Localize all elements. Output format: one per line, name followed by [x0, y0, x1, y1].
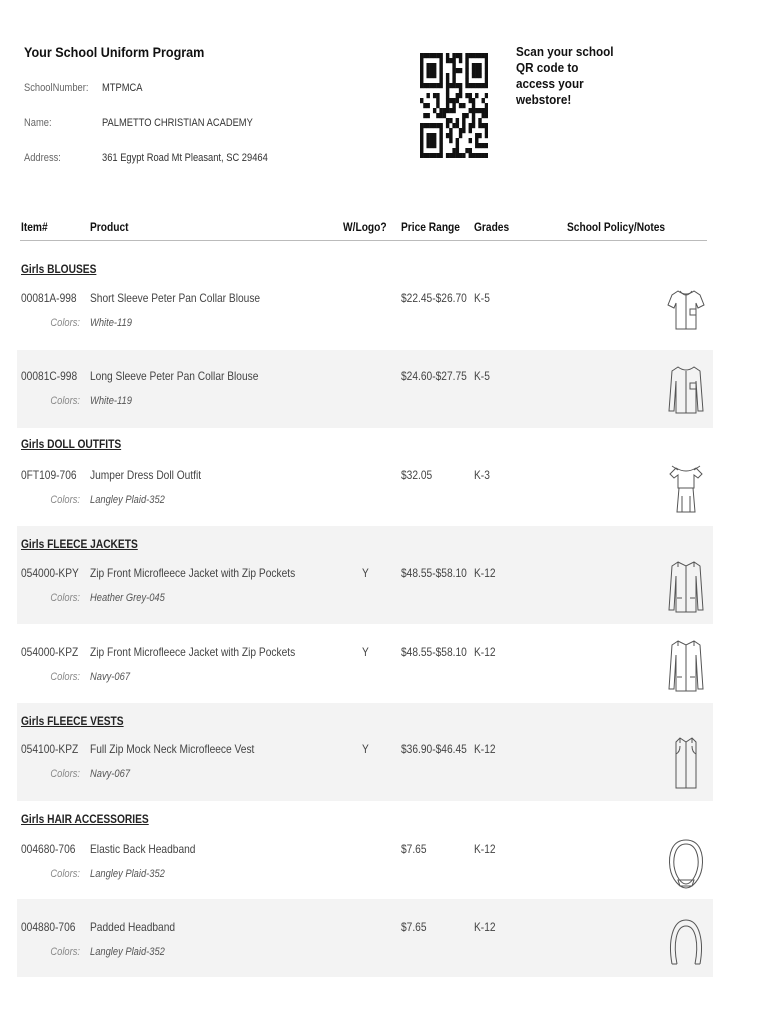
colors-value: Langley Plaid-352 [90, 868, 165, 880]
long-sleeve-blouse-icon [664, 361, 708, 421]
item-number: 0FT109-706 [21, 468, 77, 482]
item-number: 054000-KPY [21, 566, 79, 580]
header-divider [20, 240, 707, 241]
grades: K-3 [474, 468, 490, 482]
colors-label: Colors: [50, 494, 80, 506]
price-range: $22.45-$26.70 [401, 291, 467, 305]
school-number-label: SchoolNumber: [24, 82, 89, 94]
colors-value: Langley Plaid-352 [90, 494, 165, 506]
program-title: Your School Uniform Program [24, 44, 205, 60]
product-name: Elastic Back Headband [90, 842, 196, 856]
price-range: $48.55-$58.10 [401, 645, 467, 659]
item-number: 00081C-998 [21, 369, 78, 383]
col-item: Item# [21, 220, 48, 234]
grades: K-5 [474, 291, 490, 305]
fleece-jacket-icon [664, 558, 708, 618]
col-price: Price Range [401, 220, 460, 234]
school-number-value: MTPMCA [102, 82, 143, 94]
item-number: 004680-706 [21, 842, 76, 856]
col-notes: School Policy/Notes [567, 220, 666, 234]
colors-label: Colors: [50, 317, 80, 329]
padded-headband-icon [664, 912, 708, 972]
price-range: $48.55-$58.10 [401, 566, 467, 580]
colors-value: Langley Plaid-352 [90, 946, 165, 958]
grades: K-12 [474, 566, 496, 580]
section-girls-hair-accessories: Girls HAIR ACCESSORIES [21, 812, 149, 826]
colors-label: Colors: [50, 395, 80, 407]
grades: K-12 [474, 645, 496, 659]
colors-value: White-119 [90, 317, 132, 329]
colors-value: Navy-067 [90, 768, 131, 780]
colors-label: Colors: [50, 592, 80, 604]
price-range: $32.05 [401, 468, 433, 482]
colors-label: Colors: [50, 671, 80, 683]
col-product: Product [90, 220, 129, 234]
product-name: Padded Headband [90, 920, 176, 934]
colors-value: Navy-067 [90, 671, 131, 683]
section-girls-fleece-jackets: Girls FLEECE JACKETS [21, 537, 138, 551]
qr-code-icon[interactable] [420, 53, 488, 158]
logo-flag: Y [362, 742, 369, 756]
product-name: Short Sleeve Peter Pan Collar Blouse [90, 291, 261, 305]
section-girls-fleece-vests: Girls FLEECE VESTS [21, 714, 124, 728]
elastic-headband-icon [664, 834, 708, 894]
scan-instructions: Scan your school QR code to access your webstore! [516, 44, 614, 107]
colors-value: White-119 [90, 395, 132, 407]
item-number: 054100-KPZ [21, 742, 79, 756]
section-girls-blouses: Girls BLOUSES [21, 262, 97, 276]
section-girls-doll-outfits: Girls DOLL OUTFITS [21, 437, 122, 451]
doll-outfit-icon [664, 460, 708, 520]
product-name: Long Sleeve Peter Pan Collar Blouse [90, 369, 259, 383]
fleece-vest-icon [664, 734, 708, 794]
col-logo: W/Logo? [343, 220, 387, 234]
product-name: Jumper Dress Doll Outfit [90, 468, 202, 482]
colors-label: Colors: [50, 868, 80, 880]
name-label: Name: [24, 117, 52, 129]
logo-flag: Y [362, 566, 369, 580]
item-number: 00081A-998 [21, 291, 77, 305]
short-sleeve-blouse-icon [664, 283, 708, 343]
price-range: $36.90-$46.45 [401, 742, 467, 756]
grades: K-12 [474, 920, 496, 934]
price-range: $7.65 [401, 920, 427, 934]
fleece-jacket-icon [664, 637, 708, 697]
product-name: Zip Front Microfleece Jacket with Zip Pockets [90, 645, 296, 659]
grades: K-12 [474, 842, 496, 856]
price-range: $24.60-$27.75 [401, 369, 467, 383]
item-number: 054000-KPZ [21, 645, 79, 659]
col-grades: Grades [474, 220, 510, 234]
colors-label: Colors: [50, 768, 80, 780]
product-name: Full Zip Mock Neck Microfleece Vest [90, 742, 255, 756]
item-number: 004880-706 [21, 920, 76, 934]
grades: K-12 [474, 742, 496, 756]
address-label: Address: [24, 152, 61, 164]
grades: K-5 [474, 369, 490, 383]
product-name: Zip Front Microfleece Jacket with Zip Pockets [90, 566, 296, 580]
row-shade [17, 350, 713, 428]
logo-flag: Y [362, 645, 369, 659]
school-name-value: PALMETTO CHRISTIAN ACADEMY [102, 117, 253, 129]
price-range: $7.65 [401, 842, 427, 856]
colors-label: Colors: [50, 946, 80, 958]
row-shade [17, 899, 713, 977]
address-value: 361 Egypt Road Mt Pleasant, SC 29464 [102, 152, 268, 164]
colors-value: Heather Grey-045 [90, 592, 165, 604]
